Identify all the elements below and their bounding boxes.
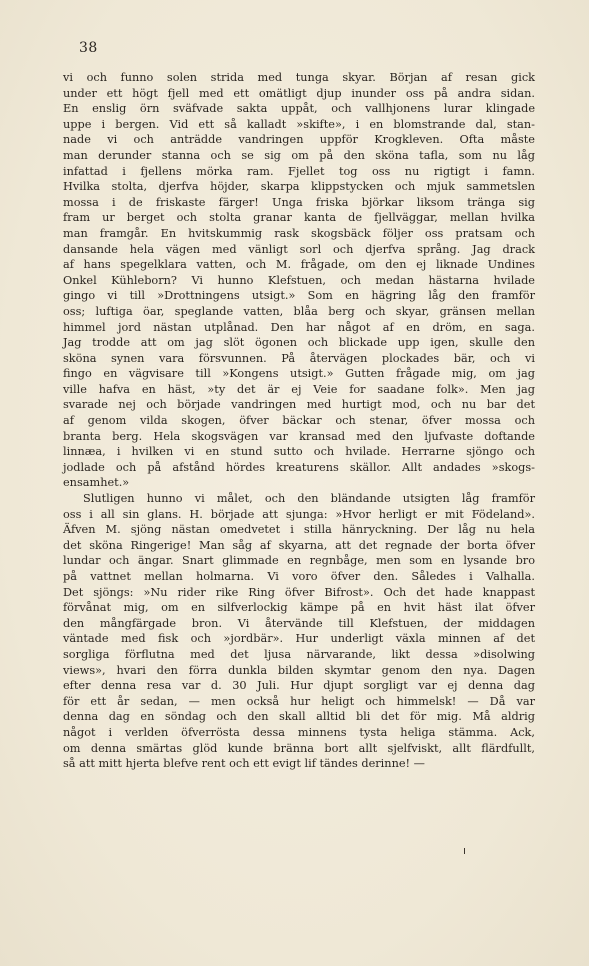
text-line: uppe i bergen. Vid ett så kalladt »skifte», i en blomstrande dal, stan- [63, 117, 535, 131]
text-line: mossa i de friskaste färger! Unga friska björkar liksom tränga sig [63, 195, 535, 209]
text-line: Hvilka stolta, djerfva höjder, skarpa klippstycken och mjuk sammetslen [63, 180, 535, 194]
text-line: sköna synen vara försvunnen. På återvägen plockades bär, och vi [63, 351, 535, 365]
text-line: den mångfärgade bron. Vi återvände till Klefstuen, der middagen [63, 616, 535, 630]
text-line: branta berg. Hela skogsvägen var kransad med den ljufvaste doftande [63, 429, 535, 443]
body-text [63, 70, 535, 772]
text-line: något i verlden öfverrösta dessa minnens tysta heliga stämma. Ack, [63, 725, 535, 739]
ink-speck [464, 848, 465, 854]
text-line: gingo vi till »Drottningens utsigt.» Som en hägring låg den framför [63, 289, 535, 303]
text-line: Det sjöngs: »Nu rider rike Ring öfver Bifrost». Och det hade knappast [63, 585, 535, 599]
text-line: svarade nej och började vandringen med hurtigt mod, och nu bar det [63, 398, 535, 412]
text-line: fram ur berget och stolta granar kanta de fjellväggar, mellan hvilka [63, 211, 535, 225]
text-line: Äfven M. sjöng nästan omedvetet i stilla hänryckning. Der låg nu hela [63, 523, 535, 537]
text-line: efter denna resa var d. 30 Juli. Hur djupt sorgligt var ej denna dag [63, 679, 535, 693]
text-line: nade vi och anträdde vandringen uppför Krogkleven. Ofta måste [63, 133, 535, 147]
text-line: denna dag en söndag och den skall alltid bli det för mig. Må aldrig [63, 710, 535, 724]
text-line: linnæa, i hvilken vi en stund sutto och hvilade. Herrarne sjöngo och [63, 445, 535, 459]
text-line: för ett år sedan, — men också hur heligt och himmelsk! — Då var [63, 694, 535, 708]
text-line: fingo en vägvisare till »Kongens utsigt.» Gutten frågade mig, om jag [63, 367, 535, 381]
text-line: vi och funno solen strida med tunga skyar. Början af resan gick [63, 71, 535, 84]
text-line: sorgliga förflutna med det ljusa närvarande, likt dessa »disolwing [63, 647, 535, 661]
text-line: ensamhet.» [63, 476, 130, 490]
text-line: man framgår. En hvitskummig rask skogsbäck följer oss pratsam och [63, 226, 535, 240]
text-line: lundar och ängar. Snart glimmade en regnbåge, men som en lysande bro [63, 554, 535, 568]
text-line: det sköna Ringerige! Man såg af skyarna, att det regnade der borta öfver [63, 538, 535, 552]
text-line: af hans spegelklara vatten, och M. frågade, om den ej liknade Undines [63, 258, 535, 272]
page-number: 38 [79, 40, 98, 56]
text-line: på vattnet mellan holmarna. Vi voro öfver den. Således i Valhalla. [63, 570, 535, 583]
text-line: Onkel Kühleborn? Vi hunno Klefstuen, och medan hästarna hvilade [63, 273, 535, 287]
text-line: views», hvari den förra dunkla bilden skymtar genom den nya. Dagen [63, 663, 535, 677]
paragraph [63, 491, 535, 772]
text-line: himmel jord nästan utplånad. Den har något af en dröm, en saga. [63, 320, 535, 334]
text-line: Jag trodde att om jag slöt ögonen och blickade upp igen, skulle den [63, 336, 535, 350]
text-line: väntade med fisk och »jordbär». Hur underligt växla minnen af det [63, 632, 535, 646]
text-line: ville hafva en häst, »ty det är ej Veie for saadane folk». Men jag [63, 382, 535, 396]
text-line: under ett högt fjell med ett omätligt djup inunder oss på andra sidan. [63, 86, 535, 100]
text-line: Slutligen hunno vi målet, och den bländande utsigten låg framför [83, 492, 535, 506]
text-line: man derunder stanna och se sig om på den sköna tafla, som nu låg [63, 148, 535, 162]
text-line: så att mitt hjerta blefve rent och ett evigt lif tändes derinne! — [63, 757, 425, 771]
paragraph [63, 70, 535, 491]
text-line: infattad i fjellens mörka ram. Fjellet tog oss nu rigtigt i famn. [63, 164, 535, 178]
text-line: dansande hela vägen med vänligt sorl och djerfva språng. Jag drack [63, 242, 535, 256]
text-line: förvånat mig, om en silfverlockig kämpe på en hvit häst ilat öfver [63, 601, 535, 615]
text-line: om denna smärtas glöd kunde bränna bort allt sjelfviskt, allt flärdfullt, [63, 741, 535, 755]
text-line: En enslig örn sväfvade sakta uppåt, och vallhjonens lurar klingade [63, 102, 535, 116]
text-line: oss; luftiga öar, speglande vatten, blåa berg och skyar, gränsen mellan [63, 304, 535, 318]
text-line: oss i all sin glans. H. började att sjunga: »Hvor herligt er mit Födeland». [63, 507, 535, 521]
text-line: jodlade och på afstånd hördes kreaturens skällor. Allt andades »skogs- [63, 460, 535, 474]
text-line: af genom vilda skogen, öfver bäckar och stenar, öfver mossa och [63, 414, 535, 428]
